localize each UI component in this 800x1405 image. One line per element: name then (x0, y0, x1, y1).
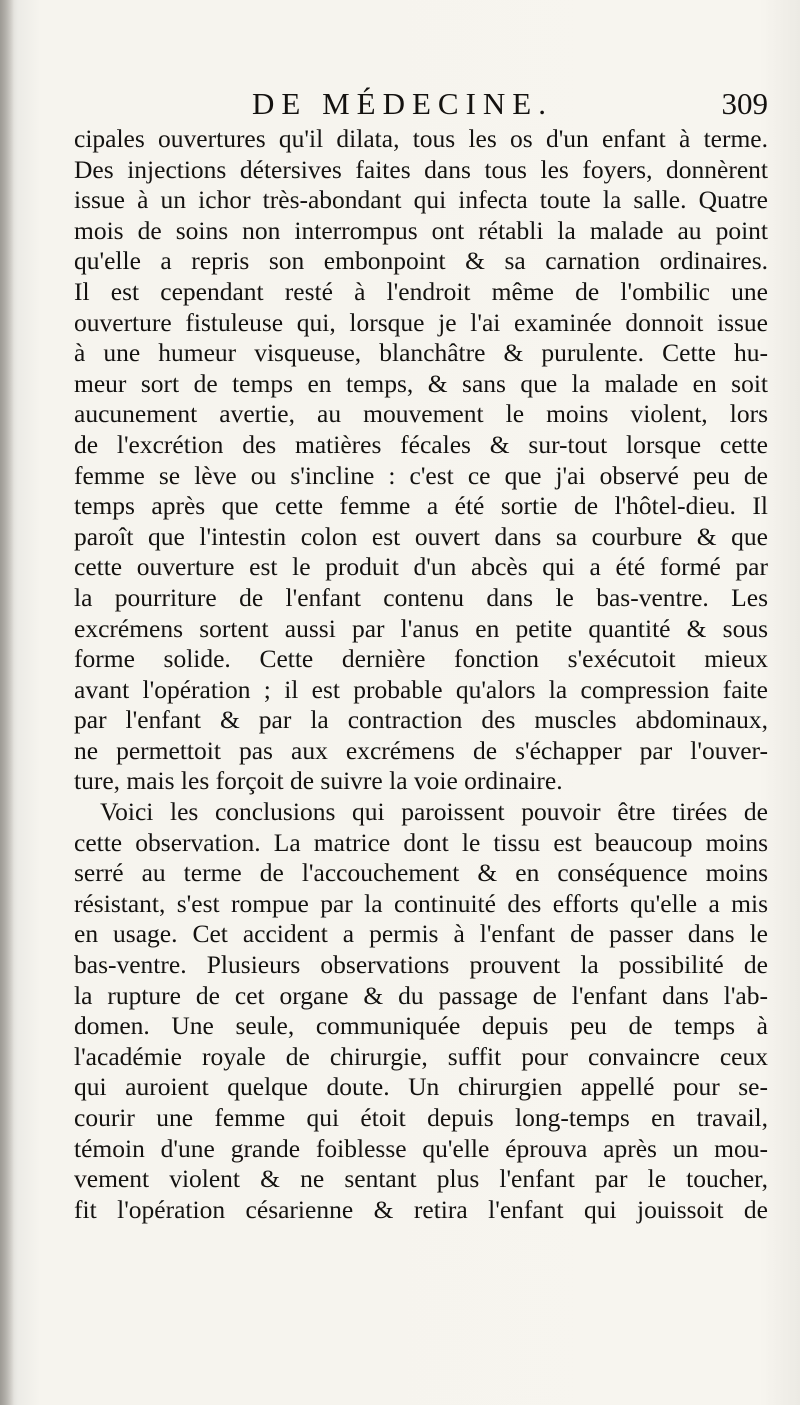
text-line: avant l'opération ; il est probable qu'alors la compression faite (74, 674, 768, 704)
text-line: cette ouverture est le produit d'un abcès qui a été formé par (74, 552, 768, 582)
text-line: cette observation. La matrice dont le tissu est beaucoup moins (74, 827, 768, 857)
text-line: temps après que cette femme a été sortie de l'hôtel-dieu. Il (74, 491, 768, 521)
text-line: aucunement avertie, au mouvement le moins violent, lors (74, 399, 768, 429)
text-line: Des injections détersives faites dans tous les foyers, donnèrent (74, 154, 768, 184)
text-line: Voici les conclusions qui paroissent pouvoir être tirées de (100, 797, 768, 827)
text-line: cipales ouvertures qu'il dilata, tous les os d'un enfant à terme. (74, 124, 768, 153)
page-number: 309 (721, 86, 768, 121)
text-line: vement violent & ne sentant plus l'enfant par le toucher, (74, 1164, 768, 1194)
text-line: Il est cependant resté à l'endroit même de l'ombilic une (74, 276, 768, 306)
text-line: fit l'opération césarienne & retira l'enfant qui jouissoit de (74, 1194, 768, 1224)
binding-gutter-shadow (0, 0, 14, 1405)
text-line: bas-ventre. Plusieurs observations prouvent la possibilité de (74, 950, 768, 980)
text-line: à une humeur visqueuse, blanchâtre & purulente. Cette hu- (74, 338, 768, 368)
text-line: ture, mais les forçoit de suivre la voie ordinaire. (74, 766, 563, 796)
running-head: DE MÉDECINE. (252, 86, 553, 121)
text-line: l'académie royale de chirurgie, suffit pour convaincre ceux (74, 1041, 768, 1071)
text-line: domen. Une seule, communiquée depuis peu de temps à (74, 1011, 768, 1041)
paragraph (74, 124, 768, 797)
text-line: qu'elle a repris son embonpoint & sa carnation ordinaires. (74, 246, 768, 276)
text-line: ne permettoit pas aux excrémens de s'échapper par l'ouver- (74, 735, 768, 765)
text-line: de l'excrétion des matières fécales & sur-tout lorsque cette (74, 429, 768, 459)
text-line: qui auroient quelque doute. Un chirurgien appellé pour se- (74, 1072, 768, 1102)
text-line: forme solide. Cette dernière fonction s'exécutoit mieux (74, 644, 768, 674)
text-line: femme se lève ou s'incline : c'est ce que j'ai observé peu de (74, 460, 768, 490)
page-header (72, 86, 772, 126)
text-line: issue à un ichor très-abondant qui infecta toute la salle. Quatre (74, 185, 768, 215)
text-line: témoin d'une grande foiblesse qu'elle éprouva après un mou- (74, 1133, 768, 1163)
body-text (74, 124, 768, 1225)
text-line: courir une femme qui étoit depuis long-temps en travail, (74, 1103, 768, 1132)
text-line: la rupture de cet organe & du passage de l'enfant dans l'ab- (74, 980, 768, 1010)
text-line: excrémens sortent aussi par l'anus en petite quantité & sous (74, 613, 768, 643)
text-line: ouverture fistuleuse qui, lorsque je l'ai examinée donnoit issue (74, 307, 768, 337)
text-line: paroît que l'intestin colon est ouvert dans sa courbure & que (74, 521, 768, 551)
paragraph (74, 797, 768, 1225)
text-line: la pourriture de l'enfant contenu dans le bas-ventre. Les (74, 582, 768, 612)
text-line: mois de soins non interrompus ont rétabli la malade au point (74, 215, 768, 245)
text-line: par l'enfant & par la contraction des muscles abdominaux, (74, 705, 768, 735)
text-line: serré au terme de l'accouchement & en conséquence moins (74, 858, 768, 888)
text-line: meur sort de temps en temps, & sans que la malade en soit (74, 368, 768, 398)
text-line: en usage. Cet accident a permis à l'enfant de passer dans le (74, 919, 768, 949)
text-line: résistant, s'est rompue par la continuité des efforts qu'elle a mis (74, 888, 768, 918)
